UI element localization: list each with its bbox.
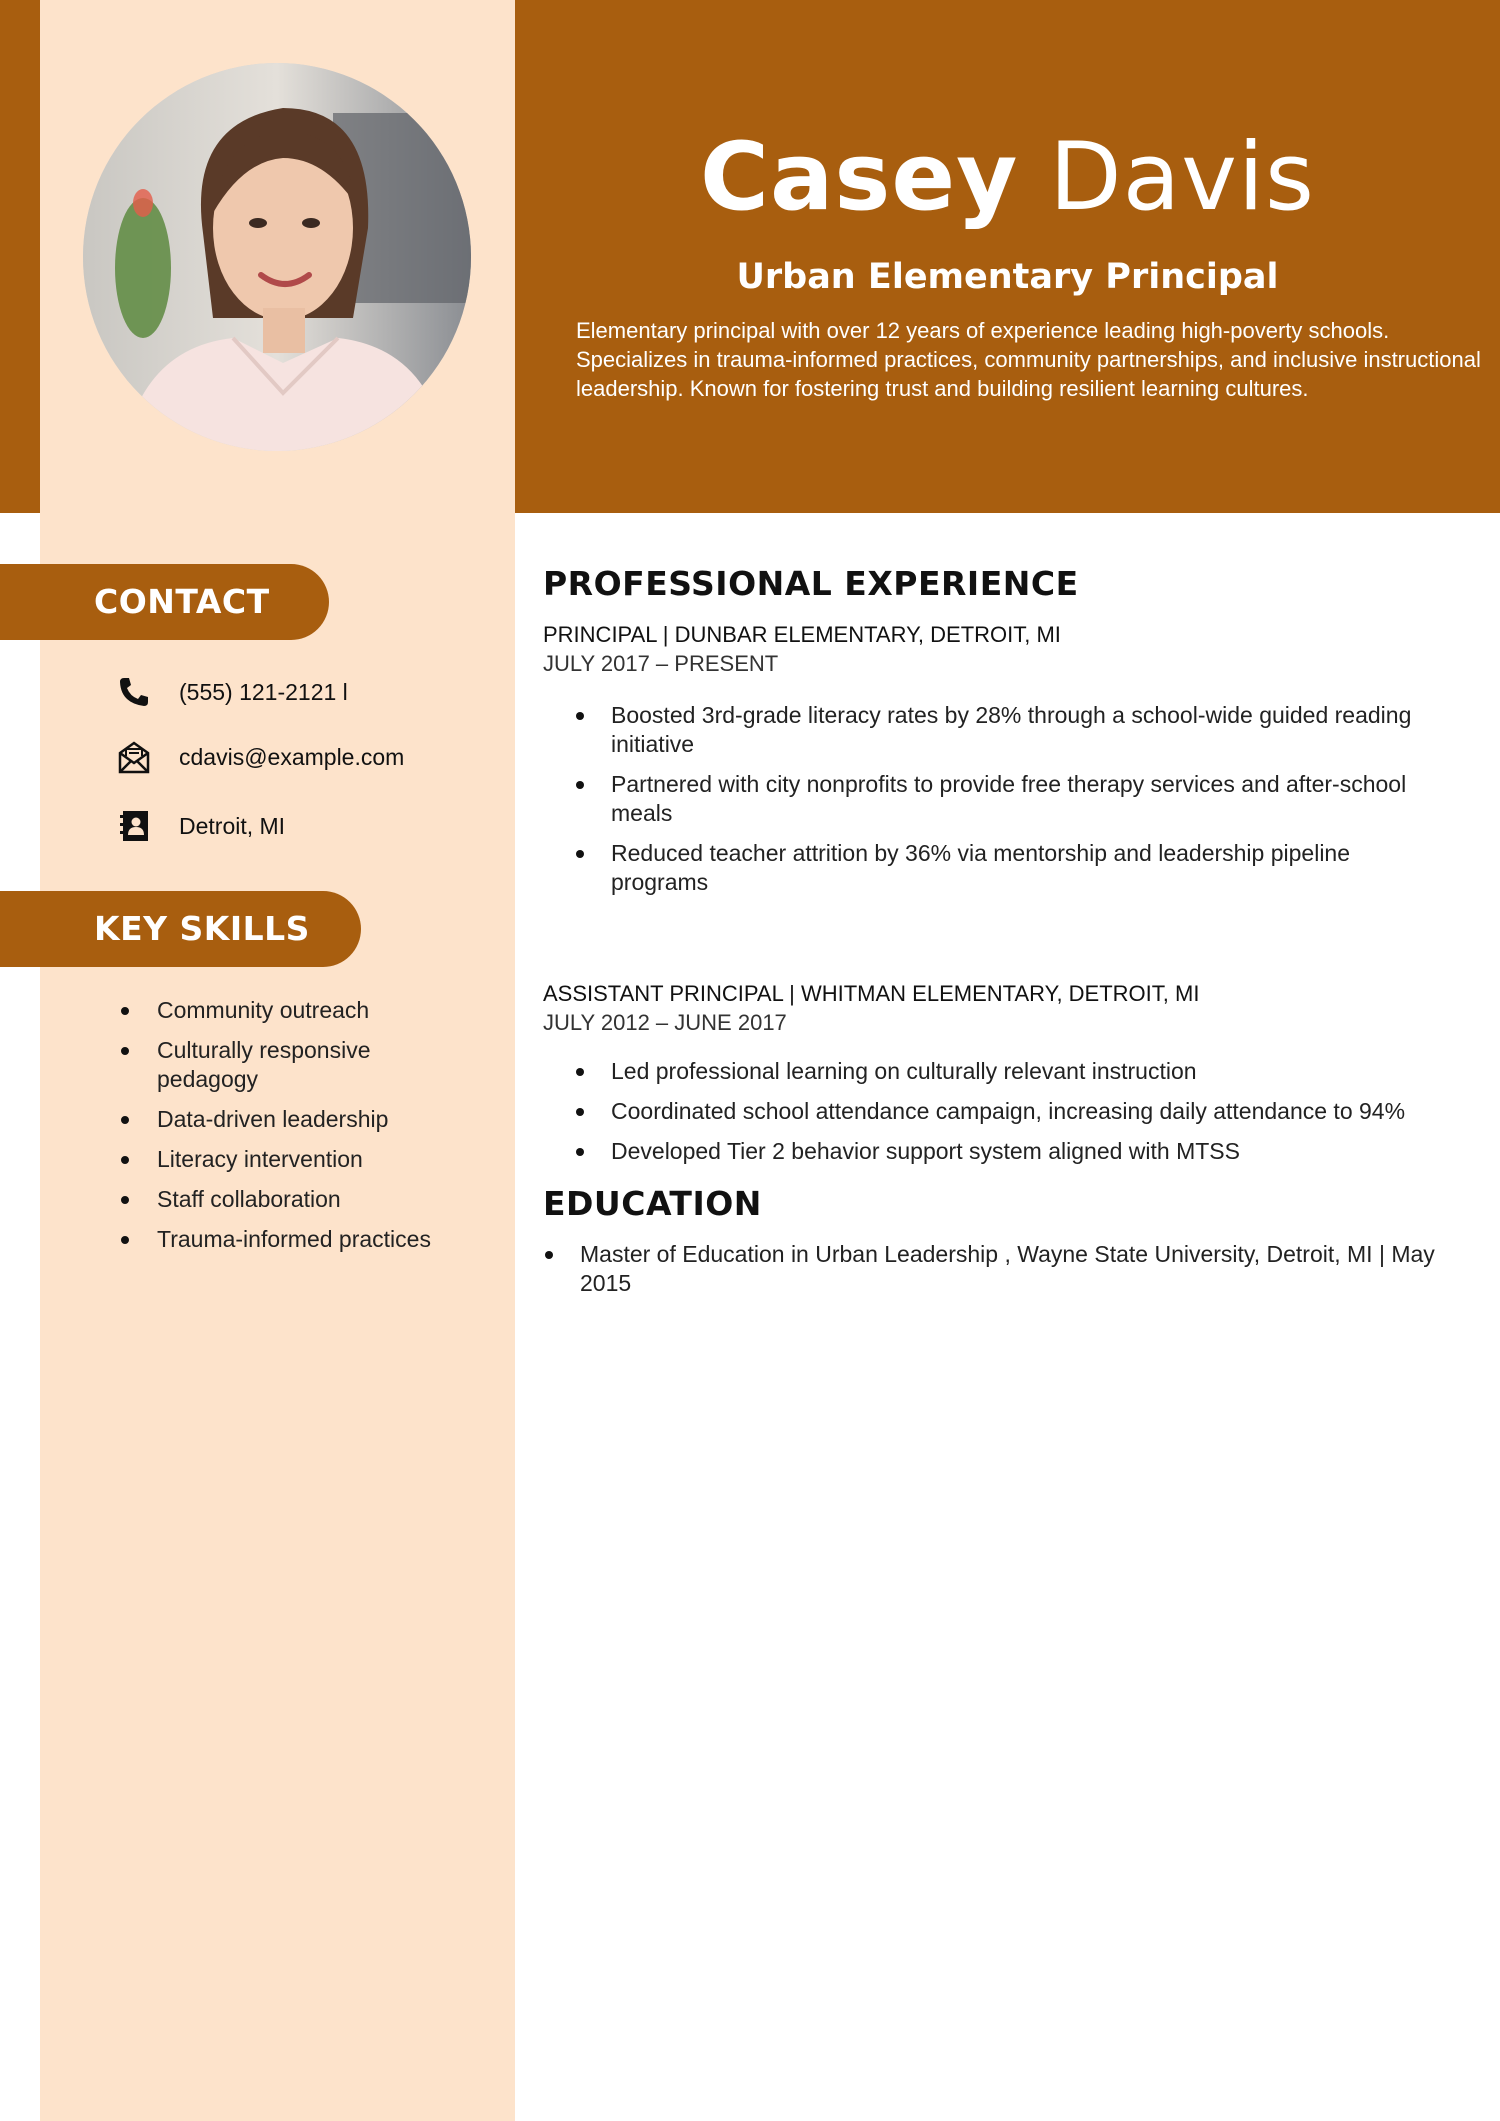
phone-icon xyxy=(116,674,152,710)
skill-item: Culturally responsive pedagogy xyxy=(116,1036,407,1094)
contact-phone xyxy=(116,672,348,712)
skills-heading: KEY SKILLS xyxy=(0,891,361,967)
address-book-icon xyxy=(116,808,152,844)
skill-item: Community outreach xyxy=(116,996,496,1025)
first-name: Casey xyxy=(700,123,1019,232)
location-text: Detroit, MI xyxy=(179,812,286,839)
job-bullet: Developed Tier 2 behavior support system aligned with MTSS xyxy=(543,1137,1421,1166)
job-bullets xyxy=(543,701,1453,897)
job-bullet: Coordinated school attendance campaign, increasing daily attendance to 94% xyxy=(543,1097,1421,1126)
header-banner xyxy=(515,0,1500,513)
job-dates: JULY 2017 – PRESENT xyxy=(543,651,779,676)
contact-heading: CONTACT xyxy=(0,564,329,640)
skills-list xyxy=(116,996,496,1265)
phone-number[interactable]: (555) 121-2121 l xyxy=(179,678,348,705)
email-address[interactable]: cdavis@example.com xyxy=(179,743,405,770)
education-heading: EDUCATION xyxy=(543,1184,762,1223)
job-dates: JULY 2012 – JUNE 2017 xyxy=(543,1010,787,1035)
profile-summary: Elementary principal with over 12 years of experience leading high-poverty schools. Specializes in trauma-informed practices, community partnerships, and inclusive instructional leadership. Known for fostering trust and building resilient learning cultures. xyxy=(576,318,1481,401)
skill-item: Trauma-informed practices xyxy=(116,1225,496,1254)
job-bullet: Led professional learning on culturally relevant instruction xyxy=(543,1057,1421,1086)
job-bullets xyxy=(543,1057,1453,1166)
job-title: Urban Elementary Principal xyxy=(736,257,1279,297)
job-role: ASSISTANT PRINCIPAL | WHITMAN ELEMENTARY, DETROIT, MI xyxy=(543,981,1200,1006)
skill-item: Data-driven leadership xyxy=(116,1105,496,1134)
envelope-icon xyxy=(116,739,152,775)
education-list xyxy=(543,1240,1453,1298)
candidate-name xyxy=(515,118,1500,238)
last-name: Davis xyxy=(1049,123,1315,232)
job-entry xyxy=(543,979,1453,1166)
job-bullet: Partnered with city nonprofits to provide free therapy services and after-school meals xyxy=(543,770,1421,828)
contact-location xyxy=(116,806,285,846)
contact-email xyxy=(116,737,404,777)
main-content xyxy=(543,560,1453,1309)
skill-item: Staff collaboration xyxy=(116,1185,496,1214)
job-entry xyxy=(543,620,1453,897)
left-accent-strip xyxy=(0,0,40,513)
job-role: PRINCIPAL | DUNBAR ELEMENTARY, DETROIT, MI xyxy=(543,622,1061,647)
education-item: Master of Education in Urban Leadership , Wayne State University, Detroit, MI | May 2015 xyxy=(543,1240,1440,1298)
job-bullet: Boosted 3rd-grade literacy rates by 28% through a school-wide guided reading initiative xyxy=(543,701,1421,759)
experience-heading: PROFESSIONAL EXPERIENCE xyxy=(543,564,1079,603)
portrait-illustration xyxy=(83,63,471,451)
job-bullet: Reduced teacher attrition by 36% via mentorship and leadership pipeline programs xyxy=(543,839,1421,897)
profile-photo xyxy=(83,63,471,451)
skill-item: Literacy intervention xyxy=(116,1145,496,1174)
